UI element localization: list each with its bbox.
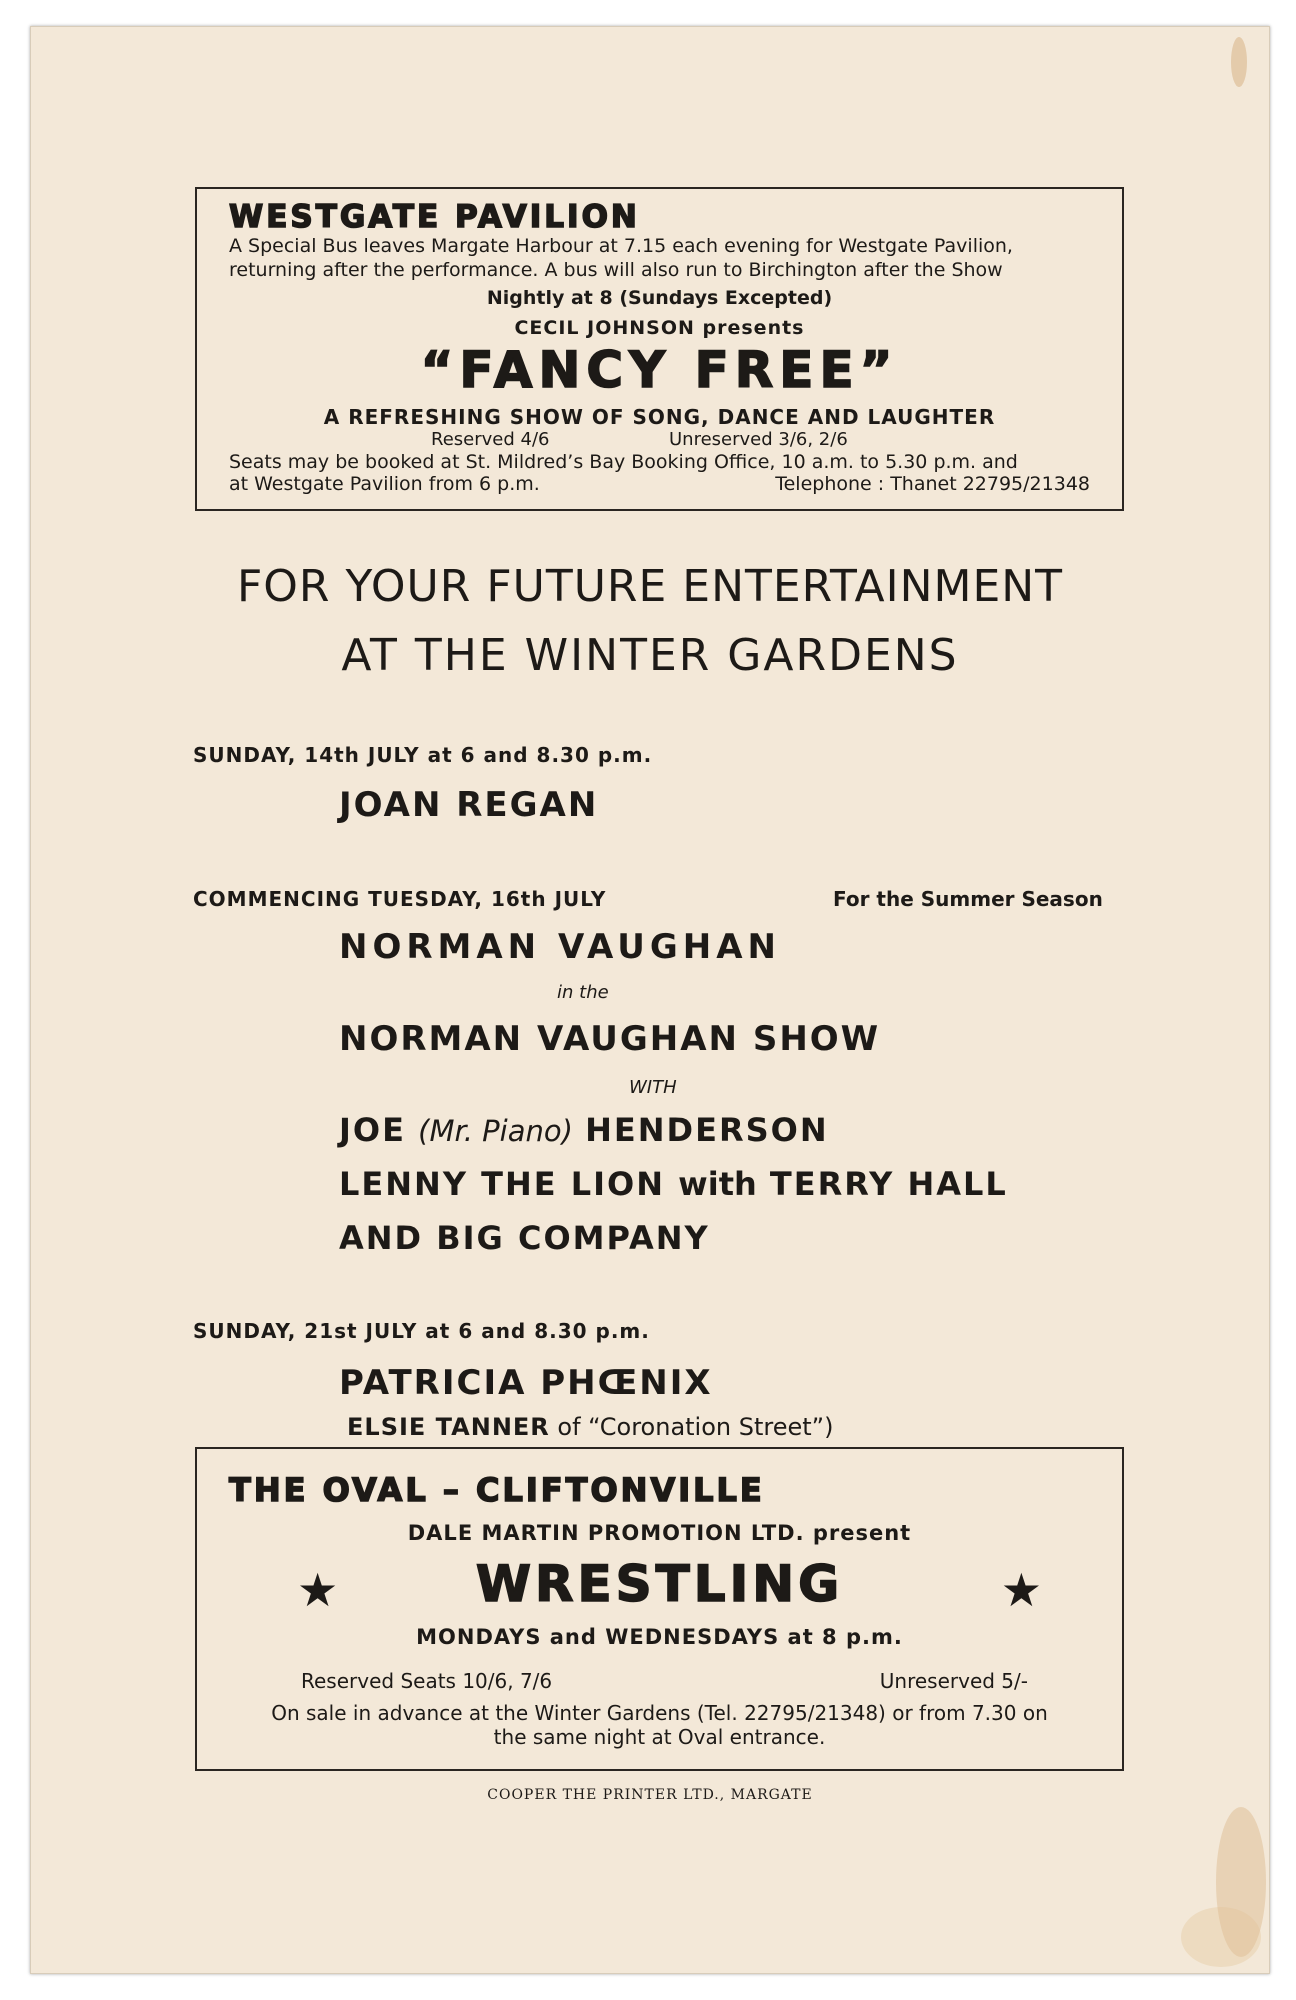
event-2-star: NORMAN VAUGHAN xyxy=(339,927,781,967)
lenny-with: with xyxy=(678,1165,757,1203)
reserved-price: Reserved 4/6 xyxy=(431,429,550,450)
event-3-artist: PATRICIA PHŒNIX xyxy=(339,1363,713,1403)
dale-martin-presents: DALE MARTIN PROMOTION LTD. present xyxy=(407,1521,912,1545)
summer-season-label: For the Summer Season xyxy=(833,887,1103,911)
telephone-number: Telephone : Thanet 22795/21348 xyxy=(775,473,1090,495)
programme-page xyxy=(30,26,1270,1974)
printer-imprint: COOPER THE PRINTER LTD., MARGATE xyxy=(487,1787,813,1803)
with-label: WITH xyxy=(629,1077,677,1098)
joe-henderson-line xyxy=(339,1111,829,1149)
oval-sale-line-1: On sale in advance at the Winter Gardens (Tel. 22795/21348) or from 7.30 on xyxy=(271,1701,1048,1725)
event-3-role xyxy=(347,1413,833,1441)
booking-info-line-1: Seats may be booked at St. Mildred’s Bay Booking Office, 10 a.m. to 5.30 p.m. and xyxy=(229,451,1018,473)
joe-first-name: JOE xyxy=(339,1111,406,1149)
event-2-show-title: NORMAN VAUGHAN SHOW xyxy=(339,1019,881,1059)
bus-info-line-1: A Special Bus leaves Margate Harbour at 7.15 each evening for Westgate Pavilion, xyxy=(229,235,1013,257)
fancy-free-title: “FANCY FREE” xyxy=(420,341,899,399)
oval-reserved-price: Reserved Seats 10/6, 7/6 xyxy=(301,1669,553,1693)
elsie-tanner: ELSIE TANNER xyxy=(347,1413,550,1441)
terry-hall: TERRY HALL xyxy=(769,1165,1008,1203)
oval-sale-line-2: the same night at Oval entrance. xyxy=(493,1725,826,1749)
future-heading-line-2: AT THE WINTER GARDENS xyxy=(341,630,959,681)
event-1-date: SUNDAY, 14th JULY at 6 and 8.30 p.m. xyxy=(193,743,653,767)
joe-nickname: (Mr. Piano) xyxy=(418,1114,573,1148)
lenny-the-lion: LENNY THE LION xyxy=(339,1165,666,1203)
oval-cliftonville-box xyxy=(195,1447,1124,1771)
bus-info-line-2: returning after the performance. A bus will also run to Birchington after the Show xyxy=(229,259,1003,281)
joe-last-name: HENDERSON xyxy=(585,1111,829,1149)
in-the-label: in the xyxy=(557,982,609,1003)
star-icon-left: ★ xyxy=(297,1563,339,1617)
star-icon-right: ★ xyxy=(1000,1563,1042,1617)
show-tagline: A REFRESHING SHOW OF SONG, DANCE AND LAUGHTER xyxy=(323,405,996,429)
event-2-date: COMMENCING TUESDAY, 16th JULY xyxy=(193,887,607,911)
oval-title: THE OVAL – CLIFTONVILLE xyxy=(229,1471,765,1509)
nightly-schedule: Nightly at 8 (Sundays Excepted) xyxy=(486,287,833,309)
event-3-date: SUNDAY, 21st JULY at 6 and 8.30 p.m. xyxy=(193,1319,650,1343)
oval-unreserved-price: Unreserved 5/- xyxy=(879,1669,1028,1693)
lenny-the-lion-line xyxy=(339,1165,1008,1203)
booking-info-line-2: at Westgate Pavilion from 6 p.m. xyxy=(229,473,540,495)
event-1-artist: JOAN REGAN xyxy=(339,785,599,825)
wrestling-days: MONDAYS and WEDNESDAYS at 8 p.m. xyxy=(416,1625,903,1649)
westgate-title: WESTGATE PAVILION xyxy=(229,199,640,235)
coronation-street: of “Coronation Street”) xyxy=(557,1413,834,1441)
wrestling-title: WRESTLING xyxy=(475,1555,844,1613)
unreserved-price: Unreserved 3/6, 2/6 xyxy=(669,429,848,450)
future-heading-line-1: FOR YOUR FUTURE ENTERTAINMENT xyxy=(236,561,1064,612)
big-company-line: AND BIG COMPANY xyxy=(339,1219,710,1257)
paper-stain xyxy=(1181,1907,1261,1967)
paper-stain xyxy=(1231,37,1247,87)
westgate-pavilion-box xyxy=(195,187,1124,511)
cecil-johnson-presents: CECIL JOHNSON presents xyxy=(514,317,805,339)
